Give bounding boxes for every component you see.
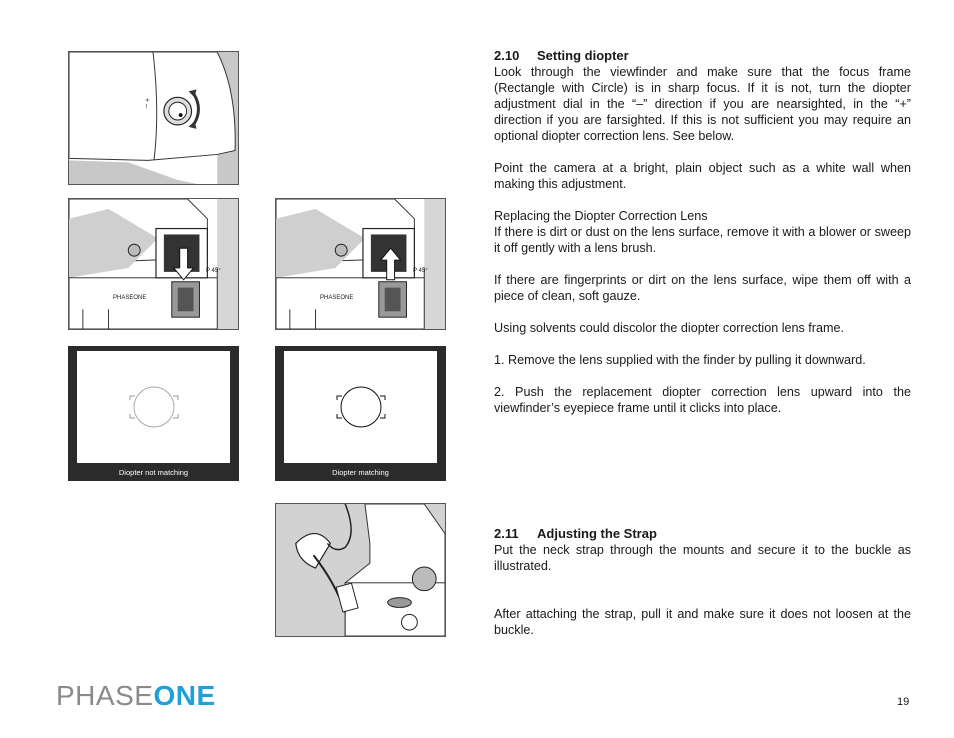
section-title: Adjusting the Strap — [537, 526, 657, 541]
brand-small-label: PHASEONE — [113, 295, 147, 301]
section-heading-2-10 — [494, 48, 911, 64]
caption-not-matching: Diopter not matching — [118, 468, 189, 477]
viewfinder-matching — [275, 346, 446, 481]
phase-one-logo — [56, 680, 216, 712]
step-1: 1. Remove the lens supplied with the finder by pulling it downward. — [494, 353, 866, 367]
section-number: 2.11 — [494, 526, 519, 541]
diopter-dial-illustration — [68, 51, 239, 185]
section-setting-diopter — [494, 48, 911, 416]
finder-mark-label: P 45⁺ — [206, 268, 222, 274]
logo-bold: ONE — [153, 680, 216, 711]
paragraph: If there is dirt or dust on the lens surface, remove it with a blower or sweep it off gently with a lens brush. — [494, 225, 911, 255]
section-title: Setting diopter — [537, 48, 629, 63]
focus-frame-blurred — [68, 346, 239, 481]
paragraph: Using solvents could discolor the diopter correction lens frame. — [494, 321, 844, 335]
paragraph: Point the camera at a bright, plain object such as a white wall when making this adjustment. — [494, 161, 911, 191]
paragraph: Put the neck strap through the mounts and secure it to the buckle as illustrated. — [494, 543, 911, 573]
brand-small-label-2: PHASEONE — [320, 295, 354, 301]
finder-mark-label-2: P 45⁺ — [413, 268, 429, 274]
section-adjusting-strap — [494, 526, 911, 638]
insert-lens-illustration — [275, 198, 446, 330]
remove-lens-illustration — [68, 198, 239, 330]
paragraph: After attaching the strap, pull it and make sure it does not loosen at the buckle. — [494, 607, 911, 637]
strap-illustration — [275, 503, 446, 637]
caption-matching: Diopter matching — [332, 468, 389, 477]
focus-frame-sharp — [275, 346, 446, 481]
step-2: 2. Push the replacement diopter correction lens upward into the viewfinder’s eyepiece frame until it clicks into place. — [494, 385, 911, 415]
section-number: 2.10 — [494, 48, 520, 63]
section-heading-2-11 — [494, 526, 911, 542]
logo-light: PHASE — [56, 680, 154, 711]
subheading: Replacing the Diopter Correction Lens — [494, 209, 708, 223]
paragraph: Look through the viewfinder and make sure that the focus frame (Rectangle with Circle) is in sharp focus. If it is not, turn the diopter adjustment dial in the “–” direction if you are nearsighted, in the “+” direction if you are farsighted. If this is not sufficient you may require an optional diopter correction lens. See below. — [494, 65, 911, 143]
dial-marks-label: + – — [143, 98, 150, 108]
page-number: 19 — [897, 696, 910, 708]
viewfinder-not-matching — [68, 346, 239, 481]
paragraph: If there are fingerprints or dirt on the lens surface, wipe them off with a piece of clean, soft gauze. — [494, 273, 911, 303]
